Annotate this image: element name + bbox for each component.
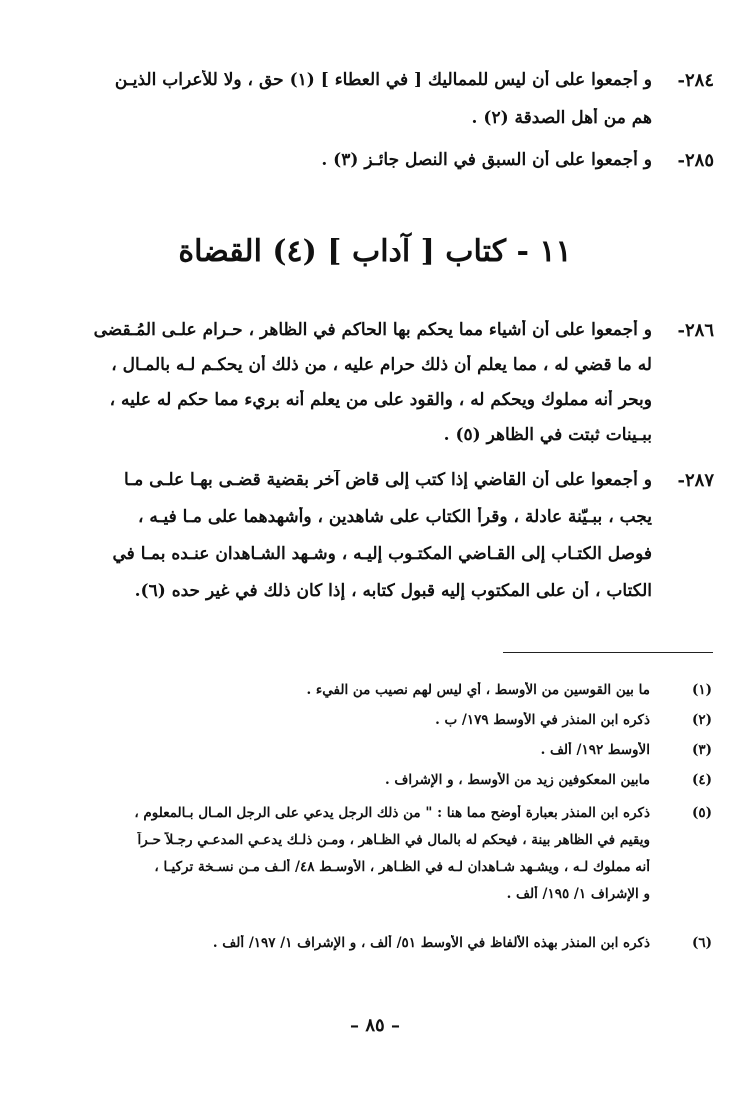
footnote-number: (٢) — [691, 712, 712, 728]
entry-line: الكتاب ، أن على المكتوب إليه قبول كتابه ، إذا كان ذلك في غير حده (٦). — [134, 581, 652, 601]
entry-number: ٢٨٤- — [677, 70, 714, 91]
entry-287 — [34, 470, 714, 618]
footnote-line: أنه مملوك لـه ، ويشـهد شـاهدان لـه في الظـاهر ، الأوسـط ٤٨/ ألـف مـن نسـخة تركيـا ، — [154, 859, 650, 875]
footnote-line: ما بين القوسين من الأوسط ، أي ليس لهم نصيب من الفيء . — [306, 682, 650, 698]
entry-line: و أجمعوا على أن القاضي إذا كتب إلى قاض آخر بقضية قضـى بهـا علـى مـا — [124, 470, 652, 490]
footnote-number: (٦) — [691, 935, 712, 951]
entry-line: له ما قضي له ، مما يعلم أن ذلك حرام عليه ، من ذلك أن يحكـم لـه بالمـال ، — [111, 355, 652, 375]
entry-284 — [34, 70, 714, 146]
footnote-line: و الإشراف ١/ ١٩٥/ ألف . — [506, 886, 650, 902]
footnote-line: مابين المعكوفين زيد من الأوسط ، و الإشراف . — [385, 772, 650, 788]
entry-line: فوصل الكتـاب إلى القـاضي المكتـوب إليـه ، وشـهد الشـاهدان عنـده بمـا في — [112, 544, 652, 564]
entry-285 — [34, 150, 714, 188]
entry-line: وبحر أنه مملوك ويحكم له ، والقود على من يعلم أنه بريء مما حكم له عليه ، — [109, 390, 652, 410]
entry-number: ٢٨٦- — [677, 320, 714, 341]
entry-number: ٢٨٥- — [677, 150, 714, 171]
footnote-1 — [32, 682, 712, 698]
footnote-3 — [32, 742, 712, 758]
footnote-line: الأوسط ١٩٢/ ألف . — [540, 742, 650, 758]
entry-line: و أجمعوا على أن أشياء مما يحكم بها الحاكم في الظاهر ، حـرام علـى المُـقضى — [93, 320, 652, 340]
footnote-number: (١) — [691, 682, 712, 698]
footnote-number: (٤) — [691, 772, 712, 788]
footnote-line: ذكره ابن المنذر بهذه الألفاظ في الأوسط ٥١/ ألف ، و الإشراف ١/ ١٩٧/ ألف . — [212, 935, 650, 951]
footnote-line: ويقيم في الظاهر بينة ، فيحكم له بالمال في الظـاهر ، ومـن ذلـك يدعـي المدعـي رجـلاً حـراً — [137, 832, 650, 848]
footnote-5 — [32, 805, 712, 913]
entry-number: ٢٨٧- — [677, 470, 714, 491]
footnote-line: ذكره ابن المنذر في الأوسط ١٧٩/ ب . — [435, 712, 650, 728]
entry-line: و أجمعوا على أن ليس للمماليك [ في العطاء ] (١) حق ، ولا للأعراب الذيـن — [114, 70, 652, 90]
footnote-2 — [32, 712, 712, 728]
footnote-number: (٥) — [691, 805, 712, 821]
chapter-title: ١١ - كتاب [ آداب ] (٤) القضاة — [178, 234, 572, 269]
entry-line: ببـينات ثبتت في الظاهر (٥) . — [443, 425, 652, 445]
footnote-line: ذكره ابن المنذر بعبارة أوضح مما هنا : " من ذلك الرجل يدعي على الرجل المـال بـالمعلوم ، — [134, 805, 650, 821]
footnote-6 — [32, 935, 712, 951]
footnote-number: (٣) — [691, 742, 712, 758]
footnote-4 — [32, 772, 712, 788]
entry-286 — [34, 320, 714, 460]
footnote-separator — [503, 652, 713, 653]
entry-line: يجب ، ببـيّنة عادلة ، وقرأ الكتاب على شاهدين ، وأشهدهما على مـا فيـه ، — [137, 507, 652, 527]
entry-line: هم من أهل الصدقة (٢) . — [471, 108, 652, 128]
page-number: – ٨٥ – — [350, 1015, 400, 1036]
entry-line: و أجمعوا على أن السبق في النصل جائـز (٣) . — [321, 150, 652, 170]
